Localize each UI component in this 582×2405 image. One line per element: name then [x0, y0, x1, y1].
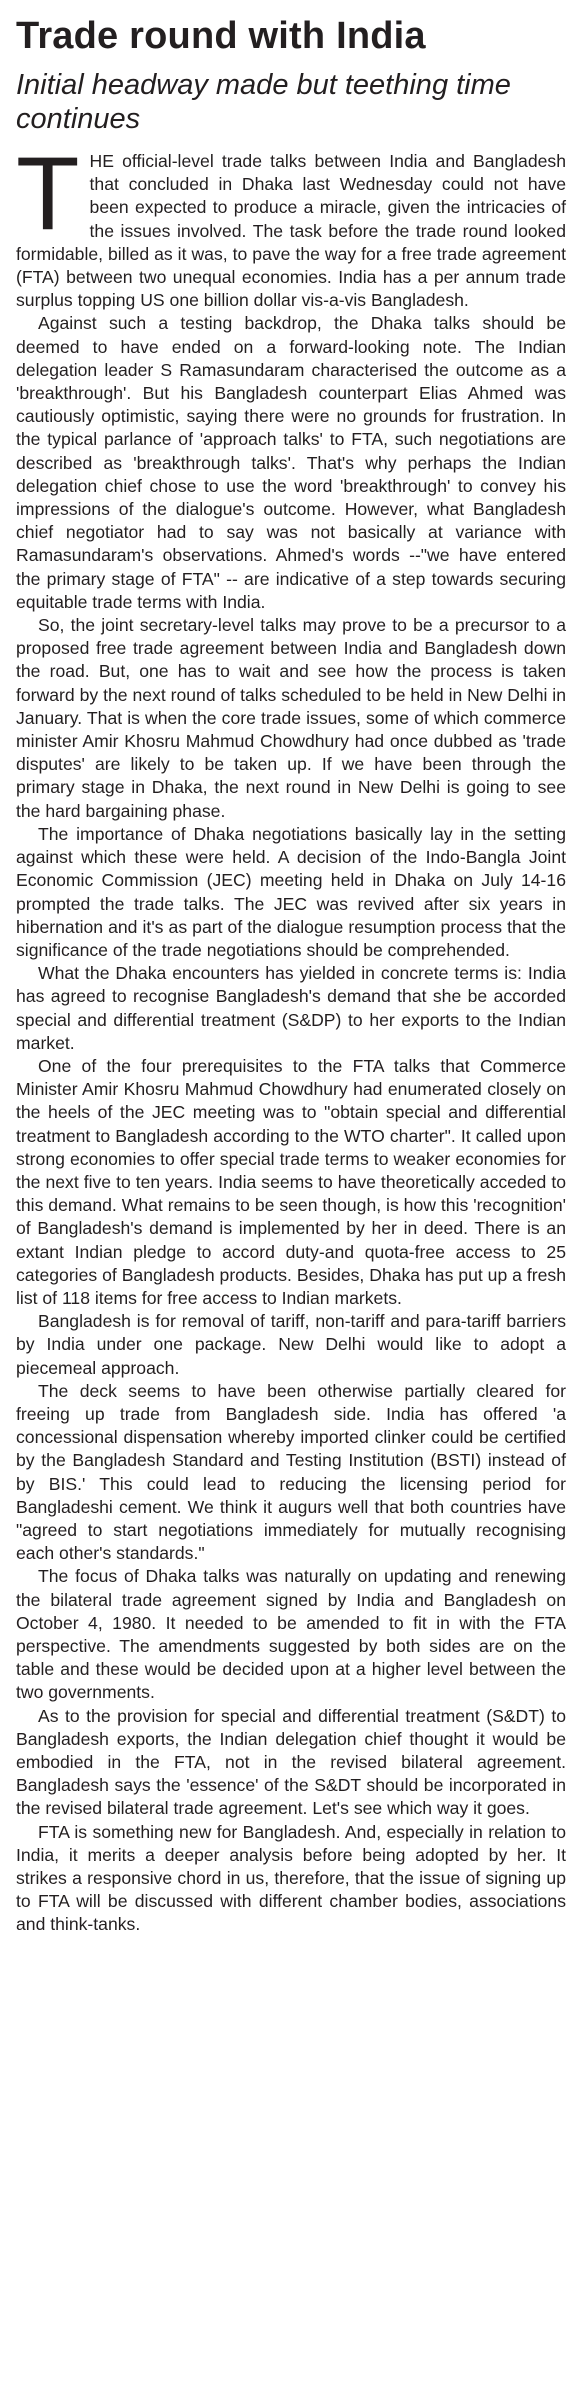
paragraph-1-text: HE official-level trade talks between India and Bangladesh that concluded in Dhaka last Wednesday could not have been expected to produce a miracle, given the intricacies of the issues involved. The task before the trade round looked formidable, billed as it was, to pave the way for a free trade agreement (FTA) between two unequal economies. India has a per annum trade surplus topping US one billion dollar vis-a-vis Bangladesh.: [16, 151, 566, 311]
paragraph-6: One of the four prerequisites to the FTA talks that Commerce Minister Amir Khosru Mahmud Chowdhury had enumerated closely on the heels of the JEC meeting was to "obtain special and differential treatment to Bangladesh according to the WTO charter". It called upon strong economies to offer special trade terms to weaker economies for the next five to ten years. India seems to have theoretically acceded to this demand. What remains to be seen though, is how this 'recognition' of Bangladesh's demand is implemented by her in deed. There is an extant Indian pledge to accord duty-and quota-free access to 25 categories of Bangladesh products. Besides, Dhaka has put up a fresh list of 118 items for free access to Indian markets.: [16, 1055, 566, 1308]
paragraph-10: As to the provision for special and differential treatment (S&DT) to Bangladesh exports, the Indian delegation chief thought it would be embodied in the FTA, not in the revised bilateral agreement. Bangladesh says the 'essence' of the S&DT should be incorporated in the revised bilateral trade agreement. Let's see which way it goes.: [16, 1705, 566, 1819]
paragraph-5: What the Dhaka encounters has yielded in concrete terms is: India has agreed to recognise Bangladesh's demand that she be accorded special and differential treatment (S&DP) to her exports to the Indian market.: [16, 963, 566, 1053]
drop-cap: T: [16, 136, 80, 252]
paragraph-2: Against such a testing backdrop, the Dhaka talks should be deemed to have ended on a forward-looking note. The Indian delegation leader S Ramasundaram characterised the outcome as a 'breakthrough'. But his Bangladesh counterpart Elias Ahmed was cautiously optimistic, saying there were no grounds for frustration. In the typical parlance of 'approach talks' to FTA, such negotiations are described as 'breakthrough talks'. That's why perhaps the Indian delegation chief chose to use the word 'breakthrough' to convey his impressions of the dialogue's outcome. However, what Bangladesh chief negotiator had to say was not basically at variance with Ramasundaram's observations. Ahmed's words --"we have entered the primary stage of FTA" -- are indicative of a step towards securing equitable trade terms with India.: [16, 313, 566, 612]
paragraph-3: So, the joint secretary-level talks may prove to be a precursor to a proposed free trade agreement between India and Bangladesh down the road. But, one has to wait and see how the process is taken forward by the next round of talks scheduled to be held in New Delhi in January. That is when the core trade issues, some of which commerce minister Amir Khosru Mahmud Chowdhury had once dubbed as 'trade disputes' are likely to be taken up. If we have been through the primary stage in Dhaka, the next round in New Delhi is going to see the hard bargaining phase.: [16, 615, 566, 821]
paragraph-8: The deck seems to have been otherwise partially cleared for freeing up trade from Bangladesh side. India has offered 'a concessional dispensation whereby imported clinker could be certified by the Bangladesh Standard and Testing Institution (BSTI) instead of by BIS.' This could lead to reducing the licensing period for Bangladeshi cement. We think it augurs well that both countries have "agreed to start negotiations immediately for mutually recognising each other's standards.": [16, 1380, 566, 1564]
paragraph-4: The importance of Dhaka negotiations basically lay in the setting against which these were held. A decision of the Indo-Bangla Joint Economic Commission (JEC) meeting held in Dhaka on July 14-16 prompted the trade talks. The JEC was revived after six years in hibernation and it's as part of the dialogue resumption process that the significance of the trade negotiations should be comprehended.: [16, 823, 566, 960]
paragraph-9: The focus of Dhaka talks was naturally on updating and renewing the bilateral trade agreement signed by India and Bangladesh on October 4, 1980. It needed to be amended to fit in with the FTA perspective. The amendments suggested by both sides are on the table and these would be decided upon at a higher level between the two governments.: [16, 1566, 566, 1703]
subheadline: Initial headway made but teething time continues: [16, 69, 511, 135]
headline: Trade round with India: [16, 15, 426, 57]
article-body: [16, 136, 566, 1937]
paragraph-1: [16, 136, 566, 312]
paragraph-7: Bangladesh is for removal of tariff, non-tariff and para-tariff barriers by India under one package. New Delhi would like to adopt a piecemeal approach.: [16, 1311, 566, 1378]
paragraph-11: FTA is something new for Bangladesh. And, especially in relation to India, it merits a deeper analysis before being adopted by her. It strikes a responsive chord in us, therefore, that the issue of signing up to FTA will be discussed with different chamber bodies, associations and think-tanks.: [16, 1821, 566, 1935]
